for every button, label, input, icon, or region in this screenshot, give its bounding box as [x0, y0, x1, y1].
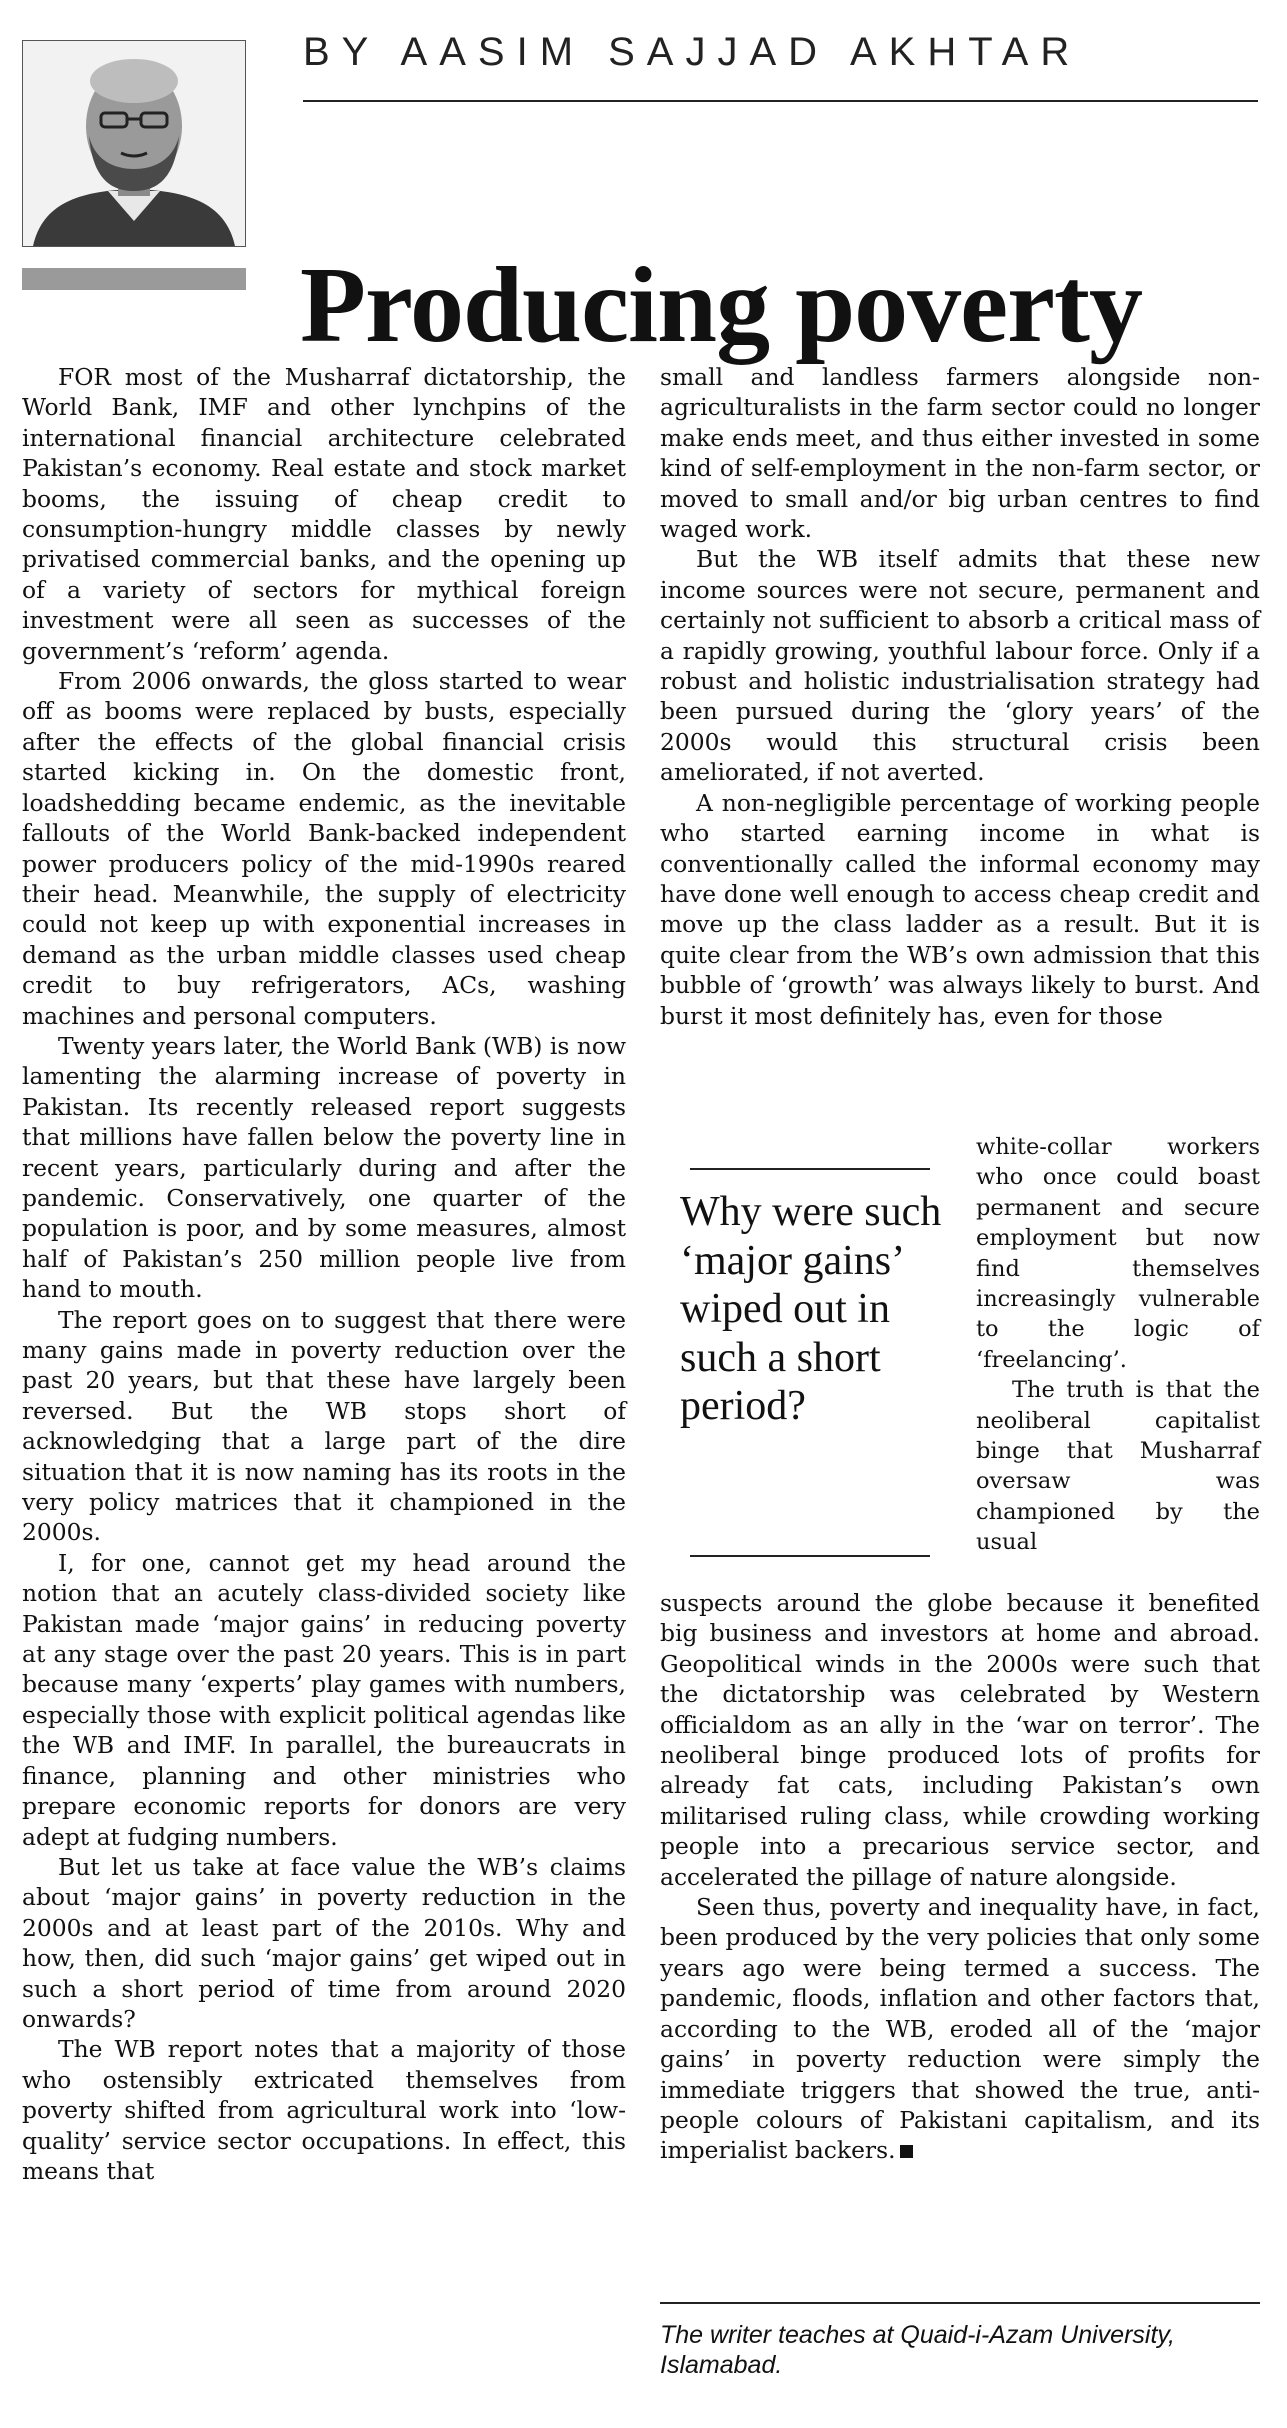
paragraph: A non-negligible percentage of working people who started earning income in what is conventionally called the informal economy may have done well enough to access cheap credit and move up the class ladder as a result. But it is quite clear from the WB’s own admission that this bubble of ‘growth’ was always likely to burst. And burst it most definitely has, even for those [660, 788, 1260, 1030]
byline-divider [303, 100, 1258, 102]
article-column-2-top [660, 362, 1260, 1031]
paragraph: The WB report notes that a majority of those who ostensibly extricated themselves from poverty shifted from agricultural work into ‘low-quality’ service sector occupations. In effect, this means that [22, 2035, 626, 2185]
credit-divider [660, 2302, 1260, 2304]
pull-quote-bottom-rule [690, 1555, 930, 1557]
paragraph: But the WB itself admits that these new income sources were not secure, permanent and certainly not sufficient to absorb a critical mass of a rapidly growing, youthful labour force. Only if a robust and holistic industrialisation strategy had been pursued during the ‘glory years’ of the 2000s would this structural crisis been ameliorated, if not averted. [660, 545, 1260, 787]
paragraph [660, 1892, 1260, 2166]
author-photo [22, 40, 246, 247]
pull-quote-top-rule [690, 1168, 930, 1170]
article-column-2-bottom [660, 1588, 1260, 2166]
paragraph: suspects around the globe because it benefited big business and investors at home and abroad. Geopolitical winds in the 2000s were such that the dictatorship was celebrated by Western officialdom as an ally in the ‘war on terror’. The neoliberal binge produced lots of profits for already fat cats, including Pakistan’s own militarised ruling class, while crowding working people into a precarious service sector, and accelerated the pillage of nature alongside. [660, 1589, 1260, 1891]
pull-quote: Why were such ‘major gains’ wiped out in such a short period? [680, 1189, 942, 1429]
paragraph: Twenty years later, the World Bank (WB) is now lamenting the alarming increase of poverty in Pakistan. Its recently released report suggests that millions have fallen below the poverty line in recent years, particularly during and after the pandemic. Conservatively, one quarter of the population is poor, and by some measures, almost half of Pakistan’s 250 million people live from hand to mouth. [22, 1031, 626, 1304]
author-credit: The writer teaches at Quaid-i-Azam University, Islamabad. [660, 2321, 1175, 2379]
article-column-1 [22, 362, 626, 2186]
article-column-2-side [976, 1132, 1260, 1558]
paragraph: The truth is that the neoliberal capitalist binge that Musharraf oversaw was championed by the usual [976, 1377, 1260, 1556]
paragraph: FOR most of the Musharraf dictatorship, the World Bank, IMF and other lynchpins of the international financial architecture celebrated Pakistan’s economy. Real estate and stock market booms, the issuing of cheap credit to consumption-hungry middle classes by newly privatised commercial banks, and the opening up of a variety of sectors for mythical foreign investment were all seen as successes of the government’s ‘reform’ agenda. [22, 363, 626, 665]
byline: BY AASIM SAJJAD AKHTAR [303, 30, 1082, 74]
paragraph-text: Seen thus, poverty and inequality have, in fact, been produced by the very policies that only some years ago were being termed a success. The pandemic, floods, inflation and other factors that, according to the WB, eroded all of the ‘major gains’ in poverty reduction were simply the immediate triggers that showed the true, anti-people colours of Pakistani capitalism, and its imperialist backers. [660, 1893, 1260, 2165]
headline: Producing poverty [300, 246, 1142, 366]
paragraph: I, for one, cannot get my head around the notion that an acutely class-divided society like Pakistan made ‘major gains’ in reducing poverty at any stage over the past 20 years. This is in part because many ‘experts’ play games with numbers, especially those with explicit political agendas like the WB and IMF. In parallel, the bureaucrats in finance, planning and other ministries who prepare economic reports for donors are very adept at fudging numbers. [22, 1548, 626, 1851]
paragraph: small and landless farmers alongside non-agriculturalists in the farm sector could no longer make ends meet, and thus either invested in some kind of self-employment in the non-farm sector, or moved to small and/or big urban centres to find waged work. [660, 363, 1260, 544]
end-mark-icon [900, 2145, 913, 2158]
paragraph: The report goes on to suggest that there were many gains made in poverty reduction over the past 20 years, but that these have largely been reversed. But the WB stops short of acknowledging that a large part of the dire situation that it is now naming has its roots in the very policy matrices that it championed in the 2000s. [22, 1305, 626, 1547]
photo-caption-bar [22, 268, 246, 290]
paragraph: But let us take at face value the WB’s claims about ‘major gains’ in poverty reduction in the 2000s and at least part of the 2010s. Why and how, then, did such ‘major gains’ get wiped out in such a short period of time from around 2020 onwards? [22, 1852, 626, 2033]
paragraph: white-collar workers who once could boast permanent and secure employment but now find themselves increasingly vulnerable to the logic of ‘freelancing’. [976, 1134, 1260, 1373]
author-portrait-illustration [23, 41, 245, 246]
paragraph: From 2006 onwards, the gloss started to wear off as booms were replaced by busts, especially after the effects of the global financial crisis started kicking in. On the domestic front, loadshedding became endemic, as the inevitable fallouts of the World Bank-backed independent power producers policy of the mid-1990s reared their head. Meanwhile, the supply of electricity could not keep up with exponential increases in demand as the urban middle classes used cheap credit to buy refrigerators, ACs, washing machines and personal computers. [22, 667, 626, 1030]
